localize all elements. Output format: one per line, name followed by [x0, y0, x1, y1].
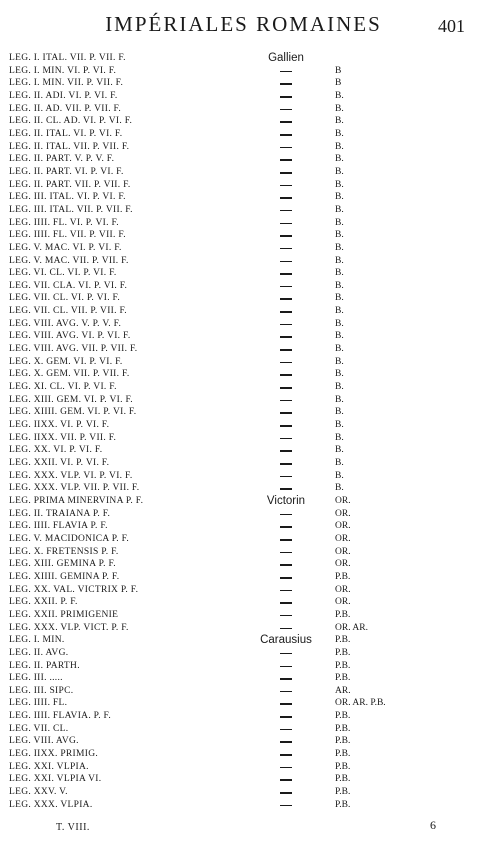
- ditto-dash: [280, 590, 292, 592]
- legion-legend: LEG. IIII. FLAVIA P. F.: [9, 521, 108, 532]
- legion-row: [0, 470, 487, 483]
- ditto-dash: [280, 412, 292, 414]
- metal-code: B.: [335, 331, 344, 342]
- legion-row: [0, 368, 487, 381]
- legion-row: [0, 558, 487, 571]
- legion-legend: LEG. III. ITAL. VI. P. VI. F.: [9, 192, 126, 203]
- ditto-dash: [280, 552, 292, 554]
- legion-legend: LEG. IIII. FL. VI. P. VI. F.: [9, 217, 119, 228]
- ditto-dash: [280, 147, 292, 149]
- ditto-dash: [280, 273, 292, 275]
- legion-legend: LEG. II. PART. VII. P. VII. F.: [9, 179, 131, 190]
- legion-legend: LEG. X. GEM. VII. P. VII. F.: [9, 369, 130, 380]
- emperor-name: Victorin: [266, 494, 306, 507]
- metal-code: B.: [335, 318, 344, 329]
- legion-row: [0, 153, 487, 166]
- legion-legend: LEG. II. AD. VII. P. VII. F.: [9, 103, 122, 114]
- ditto-dash: [280, 754, 292, 756]
- legion-legend: LEG. XX. VI. P. VI. F.: [9, 445, 103, 456]
- legion-row: [0, 166, 487, 179]
- ditto-dash: [280, 653, 292, 655]
- legion-legend: LEG. II. ITAL. VII. P. VII. F.: [9, 141, 130, 152]
- ditto-dash: [280, 298, 292, 300]
- running-title: IMPÉRIALES ROMAINES: [105, 12, 382, 36]
- legion-legend: LEG. XXX. VLP. VII. P. VII. F.: [9, 483, 140, 494]
- metal-code: P.B.: [335, 711, 351, 722]
- legion-legend: LEG. XXII. VI. P. VI. F.: [9, 458, 110, 468]
- metal-code: B.: [335, 344, 344, 355]
- ditto-dash: [280, 121, 292, 123]
- metal-code: B.: [335, 382, 344, 393]
- metal-code: B.: [335, 90, 344, 101]
- legion-row: [0, 647, 487, 660]
- legion-row: [0, 191, 487, 204]
- ditto-dash: [280, 716, 292, 718]
- legion-row: [0, 735, 487, 748]
- metal-code: B.: [335, 306, 344, 317]
- signature-mark: 6: [430, 818, 436, 832]
- legion-row: [0, 267, 487, 280]
- legion-row: [0, 77, 487, 90]
- legion-legend: LEG. III. SIPC.: [9, 685, 74, 696]
- legion-row: [0, 179, 487, 192]
- legion-legend: LEG. XIII. GEMINA P. F.: [9, 559, 116, 570]
- legion-row: [0, 748, 487, 761]
- ditto-dash: [280, 362, 292, 364]
- legion-row: [0, 103, 487, 116]
- legion-row: [0, 495, 487, 508]
- metal-code: OR. AR. P.B.: [335, 698, 386, 709]
- legion-row: [0, 217, 487, 230]
- ditto-dash: [280, 185, 292, 187]
- legion-row: [0, 90, 487, 103]
- metal-code: B.: [335, 483, 344, 494]
- ditto-dash: [280, 210, 292, 212]
- metal-code: P.B.: [335, 787, 351, 798]
- ditto-dash: [280, 248, 292, 250]
- legion-row: [0, 533, 487, 546]
- ditto-dash: [280, 463, 292, 465]
- legion-row: [0, 571, 487, 584]
- ditto-dash: [280, 729, 292, 731]
- metal-code: P.B.: [335, 673, 351, 684]
- ditto-dash: [280, 159, 292, 161]
- legion-legend: LEG. II. CL. AD. VI. P. VI. F.: [9, 116, 133, 127]
- legion-row: [0, 394, 487, 407]
- legion-row: [0, 660, 487, 673]
- ditto-dash: [280, 539, 292, 541]
- legion-row: [0, 242, 487, 255]
- metal-code: B.: [335, 255, 344, 266]
- legion-row: [0, 444, 487, 457]
- legion-row: [0, 141, 487, 154]
- metal-code: B.: [335, 420, 344, 431]
- ditto-dash: [280, 741, 292, 743]
- ditto-dash: [280, 311, 292, 313]
- metal-code: P.B.: [335, 647, 351, 658]
- metal-code: P.B.: [335, 723, 351, 734]
- emperor-name: Carausius: [260, 634, 312, 647]
- legion-legend: LEG. VIII. AVG. VII. P. VII. F.: [9, 344, 138, 355]
- ditto-dash: [280, 779, 292, 781]
- legion-row: [0, 799, 487, 812]
- metal-code: B.: [335, 230, 344, 241]
- legion-legend: LEG. X. GEM. VI. P. VI. F.: [9, 356, 123, 367]
- metal-code: P.B.: [335, 774, 351, 785]
- metal-code: OR.: [335, 495, 351, 506]
- volume-marker: T. VIII.: [56, 822, 90, 833]
- legion-row: [0, 305, 487, 318]
- ditto-dash: [280, 387, 292, 389]
- legion-legend: LEG. VII. CL.: [9, 723, 69, 734]
- legion-legend: LEG. I. ITAL. VII. P. VII. F.: [9, 53, 126, 63]
- metal-code: P.B.: [335, 736, 351, 747]
- legion-row: [0, 761, 487, 774]
- legion-row: [0, 685, 487, 698]
- legion-row: [0, 634, 487, 647]
- ditto-dash: [280, 628, 292, 630]
- legion-row: [0, 52, 487, 65]
- legion-row: [0, 343, 487, 356]
- ditto-dash: [280, 109, 292, 111]
- metal-code: P.B.: [335, 660, 351, 671]
- legion-legend: LEG. XI. CL. VI. P. VI. F.: [9, 382, 117, 393]
- metal-code: B.: [335, 458, 344, 468]
- legion-legend: LEG. XXX. VLP. VICT. P. F.: [9, 622, 129, 633]
- metal-code: B: [335, 65, 342, 76]
- legion-row: [0, 622, 487, 635]
- legion-legend: LEG. XXI. VLPIA VI.: [9, 774, 102, 785]
- legion-row: [0, 280, 487, 293]
- ditto-dash: [280, 374, 292, 376]
- legion-row: [0, 520, 487, 533]
- ditto-dash: [280, 767, 292, 769]
- emperor-name: Gallien: [268, 52, 304, 64]
- legion-row: [0, 292, 487, 305]
- metal-code: B.: [335, 280, 344, 291]
- metal-code: B.: [335, 445, 344, 456]
- ditto-dash: [280, 602, 292, 604]
- metal-code: B.: [335, 470, 344, 481]
- ditto-dash: [280, 691, 292, 693]
- legion-legend: LEG. II. ADI. VI. P. VI. F.: [9, 90, 118, 101]
- metal-code: OR.: [335, 546, 351, 557]
- ditto-dash: [280, 476, 292, 478]
- ditto-dash: [280, 514, 292, 516]
- legion-row: [0, 508, 487, 521]
- metal-code: P.B.: [335, 749, 351, 760]
- metal-code: B.: [335, 356, 344, 367]
- metal-code: OR.: [335, 559, 351, 570]
- ditto-dash: [280, 336, 292, 338]
- ditto-dash: [280, 96, 292, 98]
- legion-row: [0, 65, 487, 78]
- metal-code: P.B.: [335, 571, 351, 582]
- legion-list: [0, 52, 487, 811]
- metal-code: B.: [335, 204, 344, 215]
- metal-code: B.: [335, 293, 344, 304]
- ditto-dash: [280, 197, 292, 199]
- legion-legend: LEG. XXX. VLP. VI. P. VI. F.: [9, 470, 133, 481]
- legion-row: [0, 609, 487, 622]
- legion-legend: LEG. IIXX. VII. P. VII. F.: [9, 432, 117, 443]
- legion-legend: LEG. II. PART. V. P. V. F.: [9, 154, 115, 165]
- ditto-dash: [280, 235, 292, 237]
- ditto-dash: [280, 425, 292, 427]
- legion-legend: LEG. VIII. AVG. V. P. V. F.: [9, 318, 122, 329]
- legion-legend: LEG. XXII. PRIMIGENIE: [9, 609, 119, 620]
- metal-code: P.B.: [335, 761, 351, 772]
- metal-code: P.B.: [335, 635, 351, 646]
- legion-row: [0, 786, 487, 799]
- ditto-dash: [280, 172, 292, 174]
- ditto-dash: [280, 577, 292, 579]
- legion-row: [0, 457, 487, 470]
- metal-code: B.: [335, 128, 344, 139]
- legion-row: [0, 229, 487, 242]
- legion-row: [0, 419, 487, 432]
- metal-code: OR.: [335, 521, 351, 532]
- metal-code: B.: [335, 116, 344, 127]
- legion-legend: LEG. XXX. VLPIA.: [9, 799, 93, 810]
- legion-row: [0, 255, 487, 268]
- ditto-dash: [280, 71, 292, 73]
- legion-legend: LEG. III. ITAL. VII. P. VII. F.: [9, 204, 133, 215]
- legion-legend: LEG. IIII. FL.: [9, 698, 68, 709]
- ditto-dash: [280, 792, 292, 794]
- legion-legend: LEG. IIXX. PRIMIG.: [9, 749, 99, 760]
- legion-legend: LEG. IIII. FLAVIA. P. F.: [9, 711, 112, 722]
- ditto-dash: [280, 134, 292, 136]
- legion-legend: LEG. V. MAC. VII. P. VII. F.: [9, 255, 129, 266]
- ditto-dash: [280, 488, 292, 490]
- metal-code: OR.: [335, 584, 351, 595]
- legion-row: [0, 723, 487, 736]
- metal-code: OR.: [335, 533, 351, 544]
- legion-legend: LEG. VIII. AVG.: [9, 736, 79, 747]
- metal-code: B.: [335, 394, 344, 405]
- legion-legend: LEG. I. MIN. VI. P. VI. F.: [9, 65, 117, 76]
- metal-code: B.: [335, 268, 344, 279]
- legion-row: [0, 672, 487, 685]
- ditto-dash: [280, 261, 292, 263]
- legion-row: [0, 356, 487, 369]
- ditto-dash: [280, 223, 292, 225]
- legion-legend: LEG. XX. VAL. VICTRIX P. F.: [9, 584, 139, 595]
- legion-legend: LEG. PRIMA MINERVINA P. F.: [9, 495, 144, 506]
- legion-legend: LEG. X. FRETENSIS P. F.: [9, 546, 119, 557]
- legion-legend: LEG. II. TRAIANA P. F.: [9, 508, 111, 519]
- metal-code: B.: [335, 103, 344, 114]
- metal-code: B.: [335, 432, 344, 443]
- legion-legend: LEG. V. MACIDONICA P. F.: [9, 533, 130, 544]
- ditto-dash: [280, 286, 292, 288]
- legion-legend: LEG. VII. CL. VI. P. VI. F.: [9, 293, 121, 304]
- legion-row: [0, 710, 487, 723]
- page-number: 401: [438, 16, 465, 36]
- legion-legend: LEG. XXI. VLPIA.: [9, 761, 89, 772]
- legion-row: [0, 432, 487, 445]
- legion-legend: LEG. I. MIN. VII. P. VII. F.: [9, 78, 124, 89]
- metal-code: B.: [335, 407, 344, 418]
- ditto-dash: [280, 349, 292, 351]
- legion-legend: LEG. VII. CL. VII. P. VII. F.: [9, 306, 127, 317]
- legion-row: [0, 773, 487, 786]
- legion-row: [0, 115, 487, 128]
- ditto-dash: [280, 400, 292, 402]
- metal-code: B.: [335, 369, 344, 380]
- legion-legend: LEG. II. PARTH.: [9, 660, 80, 671]
- legion-row: [0, 584, 487, 597]
- legion-row: [0, 128, 487, 141]
- legion-row: [0, 482, 487, 495]
- legion-row: [0, 381, 487, 394]
- legion-row: [0, 596, 487, 609]
- legion-legend: LEG. VI. CL. VI. P. VI. F.: [9, 268, 117, 279]
- legion-legend: LEG. II. AVG.: [9, 647, 69, 658]
- metal-code: B.: [335, 179, 344, 190]
- legion-row: [0, 697, 487, 710]
- ditto-dash: [280, 83, 292, 85]
- legion-legend: LEG. XIIII. GEMINA P. F.: [9, 571, 120, 582]
- metal-code: B.: [335, 242, 344, 253]
- metal-code: B.: [335, 217, 344, 228]
- legion-row: [0, 406, 487, 419]
- legion-legend: LEG. II. ITAL. VI. P. VI. F.: [9, 128, 123, 139]
- metal-code: P.B.: [335, 799, 351, 810]
- legion-legend: LEG. XIII. GEM. VI. P. VI. F.: [9, 394, 133, 405]
- ditto-dash: [280, 450, 292, 452]
- ditto-dash: [280, 666, 292, 668]
- legion-row: [0, 330, 487, 343]
- legion-legend: LEG. IIII. FL. VII. P. VII. F.: [9, 230, 126, 241]
- legion-legend: LEG. XXII. P. F.: [9, 597, 78, 608]
- legion-row: [0, 204, 487, 217]
- metal-code: B: [335, 78, 342, 89]
- legion-row: [0, 318, 487, 331]
- legion-legend: LEG. III. .....: [9, 673, 63, 684]
- legion-row: [0, 546, 487, 559]
- legion-legend: LEG. VIII. AVG. VI. P. VI. F.: [9, 331, 131, 342]
- ditto-dash: [280, 438, 292, 440]
- ditto-dash: [280, 564, 292, 566]
- legion-legend: LEG. IIXX. VI. P. VI. F.: [9, 420, 110, 431]
- ditto-dash: [280, 703, 292, 705]
- legion-legend: LEG. V. MAC. VI. P. VI. F.: [9, 242, 122, 253]
- metal-code: OR.: [335, 597, 351, 608]
- legion-legend: LEG. VII. CLA. VI. P. VI. F.: [9, 280, 128, 291]
- ditto-dash: [280, 526, 292, 528]
- ditto-dash: [280, 678, 292, 680]
- metal-code: P.B.: [335, 609, 351, 620]
- metal-code: OR. AR.: [335, 622, 368, 633]
- ditto-dash: [280, 805, 292, 807]
- legion-legend: LEG. I. MIN.: [9, 635, 65, 646]
- metal-code: AR.: [335, 685, 351, 696]
- ditto-dash: [280, 615, 292, 617]
- legion-legend: LEG. XIIII. GEM. VI. P. VI. F.: [9, 407, 137, 418]
- legion-legend: LEG. XXV. V.: [9, 787, 68, 798]
- legion-legend: LEG. II. PART. VI. P. VI. F.: [9, 166, 124, 177]
- metal-code: OR.: [335, 508, 351, 519]
- metal-code: B.: [335, 192, 344, 203]
- metal-code: B.: [335, 166, 344, 177]
- metal-code: B.: [335, 141, 344, 152]
- ditto-dash: [280, 324, 292, 326]
- metal-code: B.: [335, 154, 344, 165]
